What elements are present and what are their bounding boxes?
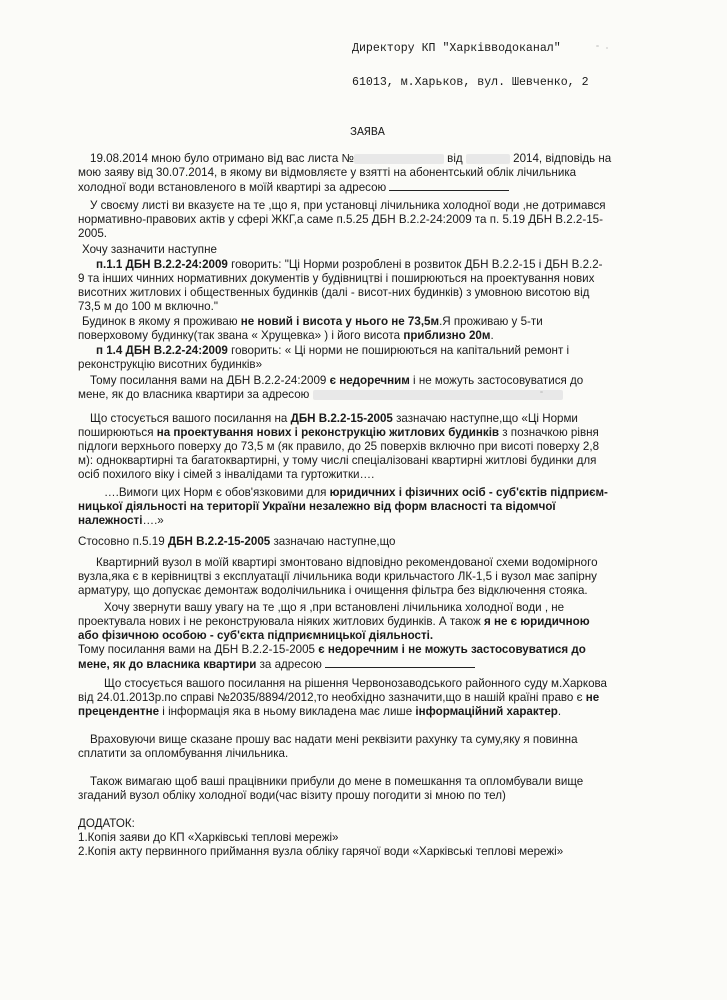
- scan-speck: [596, 45, 599, 47]
- p8-line-d: м): одноквартирні та багатоквартирні, у тому числі спеціалізовані квартирні житлові будинки для: [78, 454, 597, 467]
- p5-line-a: Будинок в якому я проживаю не новий і висота у нього не 73,5м.Я проживаю у 5-ти: [82, 315, 543, 328]
- p13-line-a: Що стосується вашого посилання на рішення Червонозаводського районного суду м.Харкова: [104, 677, 608, 690]
- p7-line-a: Тому посилання вами на ДБН В.2.2-24:2009 є недоречним і не можуть застосовуватися до: [90, 374, 584, 387]
- p12-line-b: проектувала нових і не реконструювала ніяких житлових будинків. А також я не є юридичною: [78, 615, 590, 628]
- p1-line-a: 19.08.2014 мною було отримано від вас листа № від 2014, відповідь на: [90, 152, 612, 165]
- p15-line-b: згаданий вузол обліку холодної води(час візиту прошу погодити зі мною по тел): [78, 789, 506, 802]
- redacted-number: [354, 154, 444, 164]
- p3-line-a: Хочу зазначити наступне: [82, 243, 217, 256]
- p14-line-a: Враховуючи вище сказане прошу вас надати мені реквізити рахунку та суму,яку я повинна: [90, 733, 578, 746]
- appendix-title: ДОДАТОК:: [78, 817, 135, 830]
- recipient-address: 61013, м.Харьков, вул. Шевченко, 2: [352, 76, 589, 89]
- p4-line-d: 73,5 м до 100 м включно.": [78, 300, 218, 313]
- p11-line-a: Квартирний вузол в моїй квартирі змонтовано відповідно рекомендованої схеми водомірного: [96, 556, 598, 569]
- p14-line-b: сплатити за опломбування лічильника.: [78, 747, 289, 760]
- redacted-address: [313, 390, 563, 400]
- p1-line-c: холодної води встановленого в моїй квартирі за адресою: [78, 180, 509, 195]
- document-title: ЗАЯВА: [350, 126, 385, 139]
- scan-speck: [540, 391, 543, 393]
- appendix-item-2: 2.Копія акту первинного приймання вузла обліку гарячої води «Харківські теплові мережі»: [78, 845, 564, 858]
- p2-line-a: У своєму листі ви вказуєте на те ,що я, при установці лічильника холодної води ,не дотримався: [90, 199, 606, 212]
- p9-line-a: ….Вимоги цих Норм є обов'язковими для юридичних і фізичних осіб - суб'єктів підприєм-: [104, 486, 608, 499]
- p2-line-b: нормативно-правових актів у сфері ЖКГ,а саме п.5.25 ДБН В.2.2-24:2009 та п. 5.19 ДБН В.2.2-15-: [78, 213, 603, 226]
- p4-line-c: висотних житлових і общественных будинків (далі - висот-них будинків) з умовною висотою від: [78, 286, 590, 299]
- p8-line-a: Що стосується вашого посилання на ДБН В.2.2-15-2005 зазначаю наступне,що «Ці Норми: [90, 412, 578, 425]
- p5-line-b: поверховому будинку(так звана « Хрущевка» ) і його висота приблизно 20м.: [78, 329, 494, 342]
- redacted-date: [466, 154, 510, 164]
- p1-line-b: мою заяву від 30.07.2014, в якому ви відмовляєте у взятті на абонентський облік лічильника: [78, 166, 577, 179]
- p12-line-a: Хочу звернути вашу увагу на те ,що я ,при встановлені лічильника холодної води , не: [104, 601, 565, 614]
- p11-line-c: арматуру, що допускає демонтаж водолічильника і очищення фільтра без відключення стояка.: [78, 584, 588, 597]
- p15-line-a: Також вимагаю щоб ваші працівники прибули до мене в помешкання та опломбували вище: [90, 775, 584, 788]
- appendix-item-1: 1.Копія заяви до КП «Харківські теплові мережі»: [78, 831, 339, 844]
- p12-line-d: Тому посилання вами на ДБН В.2.2-15-2005 є недоречним і не можуть застосовуватися до: [78, 643, 586, 656]
- p8-line-b: поширюються на проектування нових і реконструкцію житлових будинків з позначкою рівня: [78, 426, 599, 439]
- p4-line-b: 9 та інших чинних нормативних документів у будівництві і поширюються на проектування нових: [78, 272, 595, 285]
- address-blank-2: [325, 657, 475, 668]
- p7-line-b: мене, як до власника квартири за адресою: [78, 388, 563, 402]
- p6-line-b: реконструкцію висотних будинків»: [78, 358, 263, 371]
- p8-line-e: осіб похилого віку і сімей з інвалідами та гуртожитки….: [78, 468, 375, 481]
- scan-speck: [606, 47, 608, 49]
- p2-line-c: 2005.: [78, 227, 108, 240]
- p6-line-a: п 1.4 ДБН В.2.2-24:2009 говорить: « Ці норми не поширюються на капітальний ремонт і: [96, 344, 570, 357]
- p12-line-e: мене, як до власника квартири за адресою: [78, 657, 475, 672]
- p9-line-c: належності….»: [78, 514, 164, 527]
- p4-line-a: п.1.1 ДБН В.2.2-24:2009 говорить: "Ці Норми розроблені в розвиток ДБН В.2.2-15 і ДБН В.2.2-: [96, 258, 603, 271]
- p12-line-c: або фізичною особою - суб'єкта підприємницької діяльності.: [78, 629, 434, 642]
- p11-line-b: вузла,яка є в керівництві з експлуатації лічильника води крильчастого ЛК-1,5 і вузол має запірну: [78, 570, 597, 583]
- p13-line-c: прецендентне і інформація яка в ньому викладена має лише інформаційний характер.: [78, 705, 562, 718]
- p13-line-b: від 24.01.2013р.по справі №2035/8894/2012,то необхідно зазначити,що в нашій країні право є не: [78, 691, 600, 704]
- p10-line-a: Стосовно п.5.19 ДБН В.2.2-15-2005 зазначаю наступне,що: [78, 535, 396, 548]
- address-blank: [389, 180, 509, 191]
- p8-line-c: підлоги верхнього поверху до 73,5 м (як правило, до 25 поверхів включно при висоті поверху 2,8: [78, 440, 600, 453]
- recipient-line: Директору КП "Харківводоканал": [352, 42, 561, 55]
- p9-line-b: ницької діяльності на території України незалежно від форм власності та відомчої: [78, 500, 556, 513]
